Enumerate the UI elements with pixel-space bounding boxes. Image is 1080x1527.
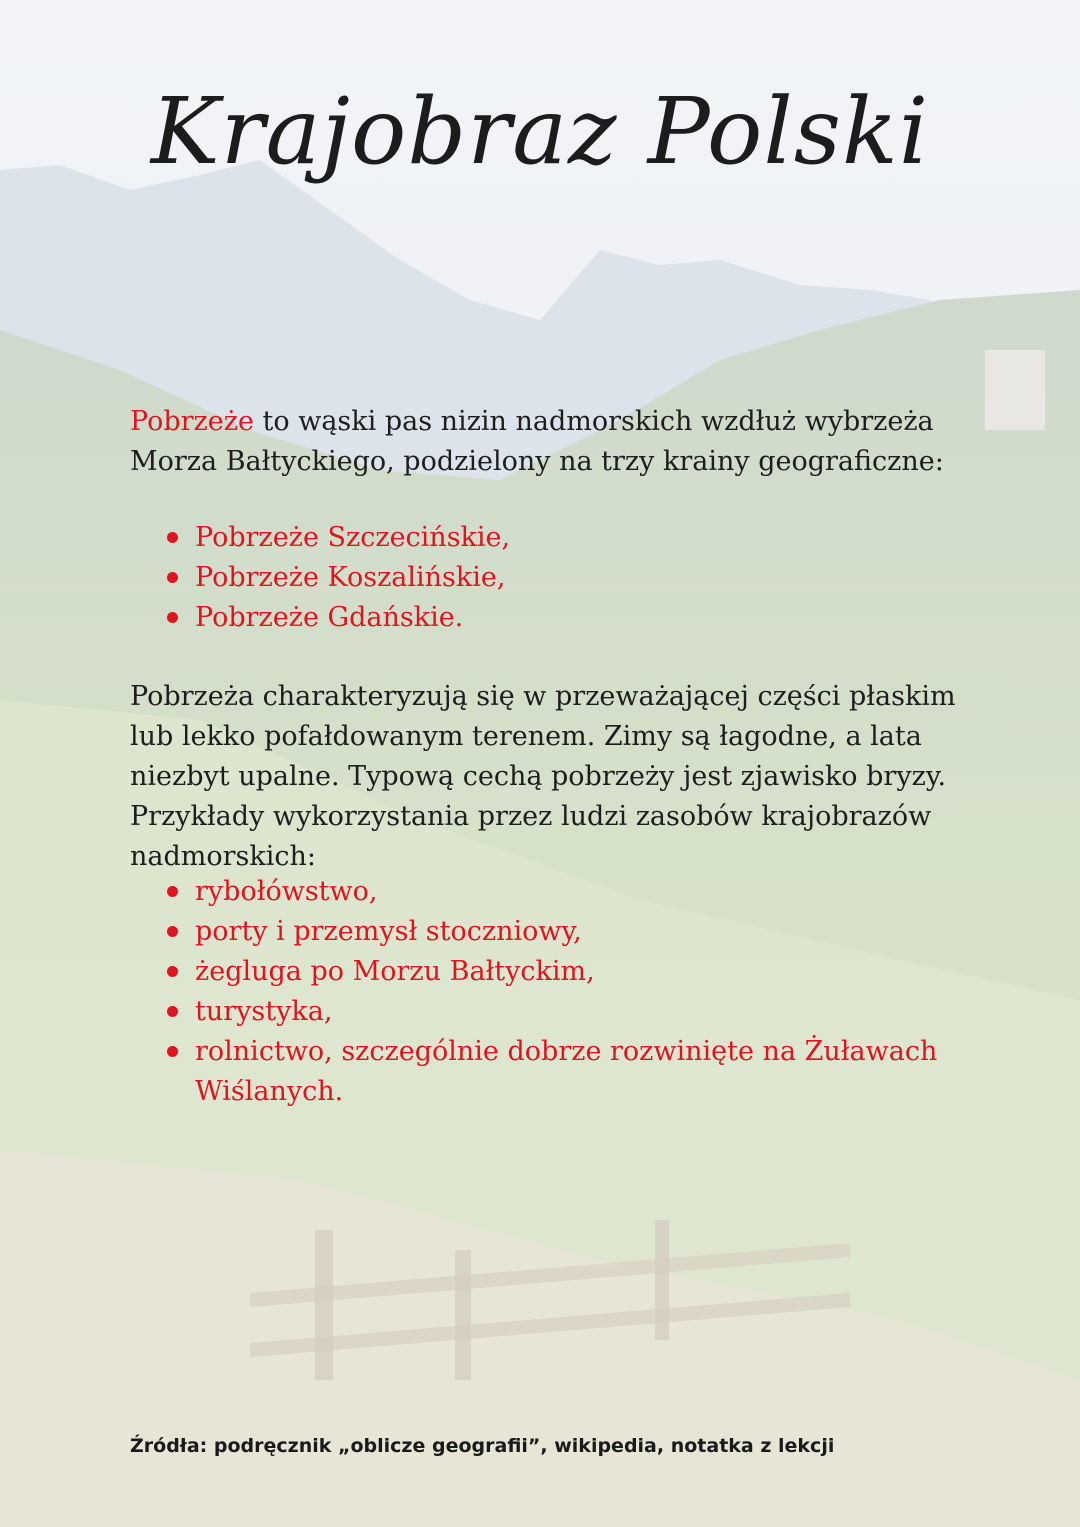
highlight-term: Pobrzeże bbox=[130, 406, 254, 437]
list-item: żegluga po Morzu Bałtyckim, bbox=[163, 952, 963, 992]
list-item: porty i przemysł stoczniowy, bbox=[163, 912, 963, 952]
uses-list bbox=[163, 872, 963, 1112]
list-item: Pobrzeże Szczecińskie, bbox=[163, 518, 963, 558]
intro-paragraph bbox=[130, 402, 970, 482]
sources-footer: Źródła: podręcznik „oblicze geografii”, wikipedia, notatka z lekcji bbox=[130, 1435, 835, 1457]
list-item: turystyka, bbox=[163, 992, 963, 1032]
regions-list bbox=[163, 518, 963, 638]
page-title: Krajobraz Polski bbox=[150, 78, 930, 185]
list-item: Pobrzeże Gdańskie. bbox=[163, 598, 963, 638]
intro-text: to wąski pas nizin nadmorskich wzdłuż wybrzeża Morza Bałtyckiego, podzielony na trzy krainy geograficzne: bbox=[130, 406, 944, 477]
list-item: rybołówstwo, bbox=[163, 872, 963, 912]
list-item: rolnictwo, szczególnie dobrze rozwinięte na Żuławach Wiślanych. bbox=[163, 1032, 963, 1112]
list-item: Pobrzeże Koszalińskie, bbox=[163, 558, 963, 598]
description-paragraph: Pobrzeża charakteryzują się w przeważającej części płaskim lub lekko pofałdowanym terenem. Zimy są łagodne, a lata niezbyt upalne. Typową cechą pobrzeży jest zjawisko bryzy. Przykłady wykorzystania przez ludzi zasobów krajobrazów nadmorskich: bbox=[130, 681, 956, 872]
